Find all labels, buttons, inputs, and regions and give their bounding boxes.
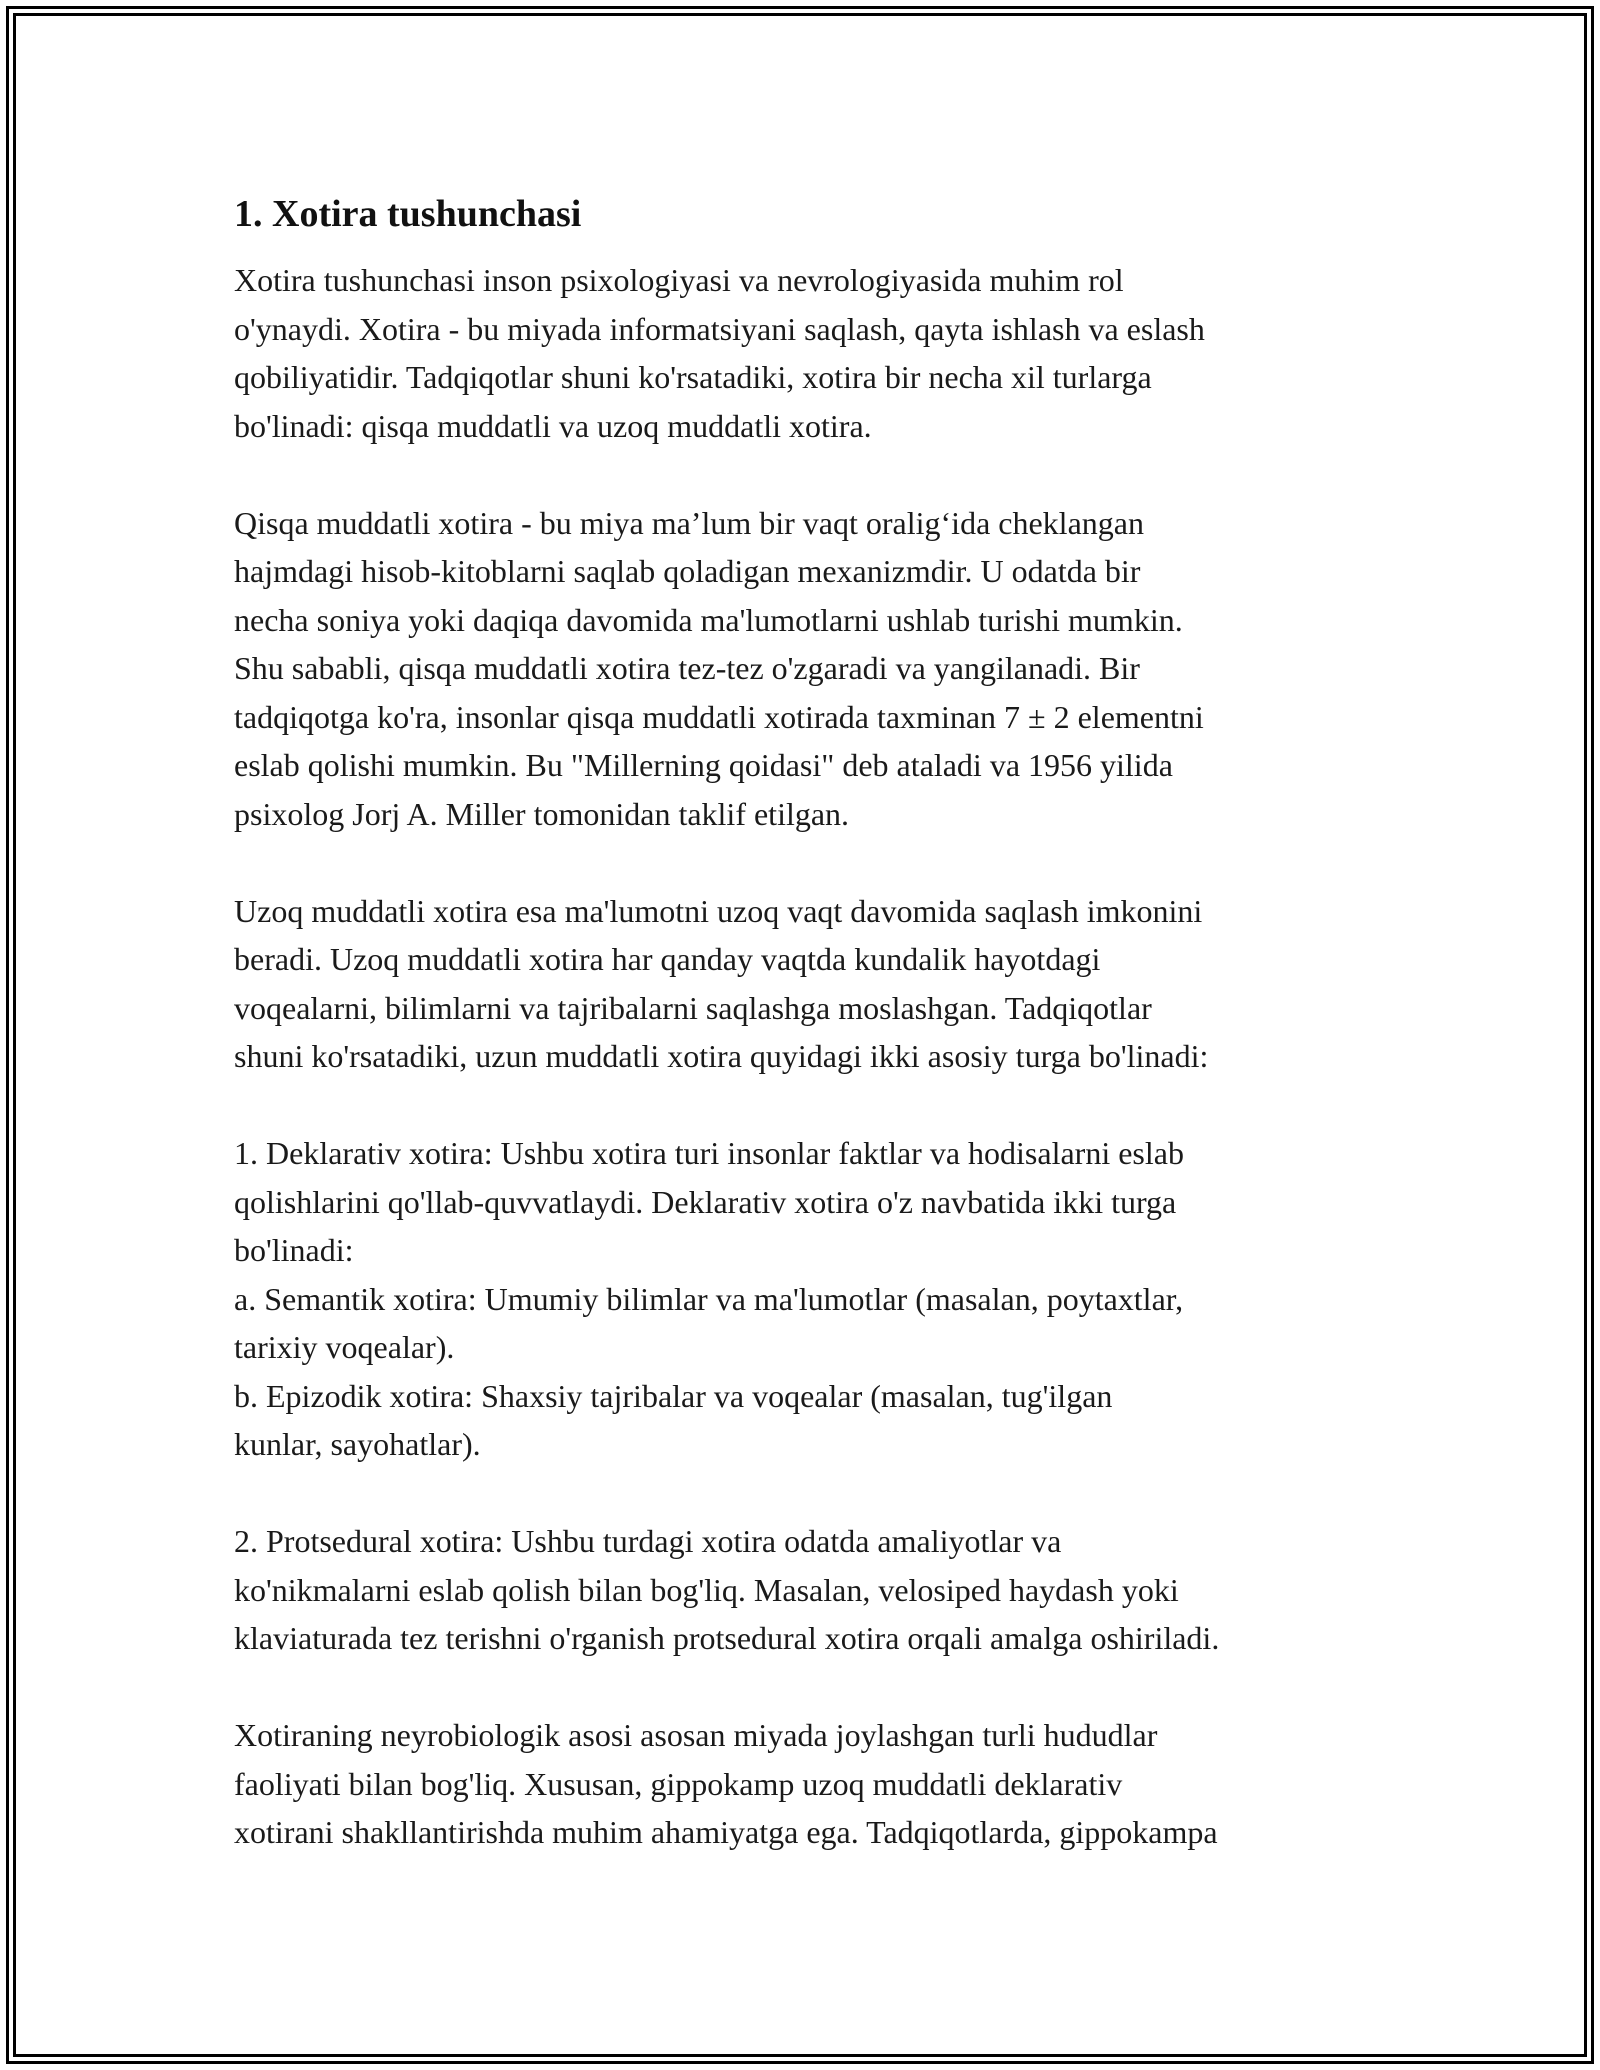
paragraph-short-term-memory: Qisqa muddatli xotira - bu miya ma’lum bir vaqt oralig‘ida cheklangan hajmdagi hisob-kitoblarni saqlab qoladigan mexanizmdir. U odatda bir necha soniya yoki daqiqa davomida ma'lumotlarni ushlab turishi mumkin. Shu sababli, qisqa muddatli xotira tez-tez o'zgaradi va yangilanadi. Bir tadqiqotga ko'ra, insonlar qisqa muddatli xotirada taxminan 7 ± 2 elementni eslab qolishi mumkin. Bu "Millerning qoidasi" deb ataladi va 1956 yilida psixolog Jorj A. Miller tomonidan taklif etilgan. xyxy=(234,504,1204,832)
paragraph-long-term-memory: Uzoq muddatli xotira esa ma'lumotni uzoq vaqt davomida saqlash imkonini beradi. Uzoq muddatli xotira har qanday vaqtda kundalik hayotdagi voqealarni, bilimlarni va tajribalarni saqlashga moslashgan. Tadqiqotlar shuni ko'rsatadiki, uzun muddatli xotira quyidagi ikki asosiy turga bo'linadi: xyxy=(234,892,1209,1074)
paragraph-neurobiology: Xotiraning neyrobiologik asosi asosan miyada joylashgan turli hududlar faoliyati bilan bog'liq. Xususan, gippokamp uzoq muddatli deklarativ xotirani shakllantirishda muhim ahamiyatga ega. Tadqiqotlarda, gippokampa xyxy=(234,1717,1218,1850)
paragraph-procedural-memory: 2. Protsedural xotira: Ushbu turdagi xotira odatda amaliyotlar va ko'nikmalarni eslab qolish bilan bog'liq. Masalan, velosiped haydash yoki klaviaturada tez terishni o'rganish protsedural xotira orqali amalga oshiriladi. xyxy=(234,1523,1220,1656)
document-body xyxy=(234,186,1394,1857)
paragraph-memory-concept: Xotira tushunchasi inson psixologiyasi va nevrologiyasida muhim rol o'ynaydi. Xotira - bu miyada informatsiyani saqlash, qayta ishlash va eslash qobiliyatidir. Tadqiqotlar shuni ko'rsatadiki, xotira bir necha xil turlarga bo'linadi: qisqa muddatli va uzoq muddatli xotira. xyxy=(234,262,1205,444)
paragraph-declarative-memory: 1. Deklarativ xotira: Ushbu xotira turi insonlar faktlar va hodisalarni eslab qolishlarini qo'llab-quvvatlaydi. Deklarativ xotira o'z navbatida ikki turga bo'linadi: a. Semantik xotira: Umumiy bilimlar va ma'lumotlar (masalan, poytaxtlar, tarixiy voqealar). b. Epizodik xotira: Shaxsiy tajribalar va voqealar (masalan, tug'ilgan kunlar, sayohatlar). xyxy=(234,1135,1184,1462)
section-title: 1. Xotira tushunchasi xyxy=(234,193,582,235)
